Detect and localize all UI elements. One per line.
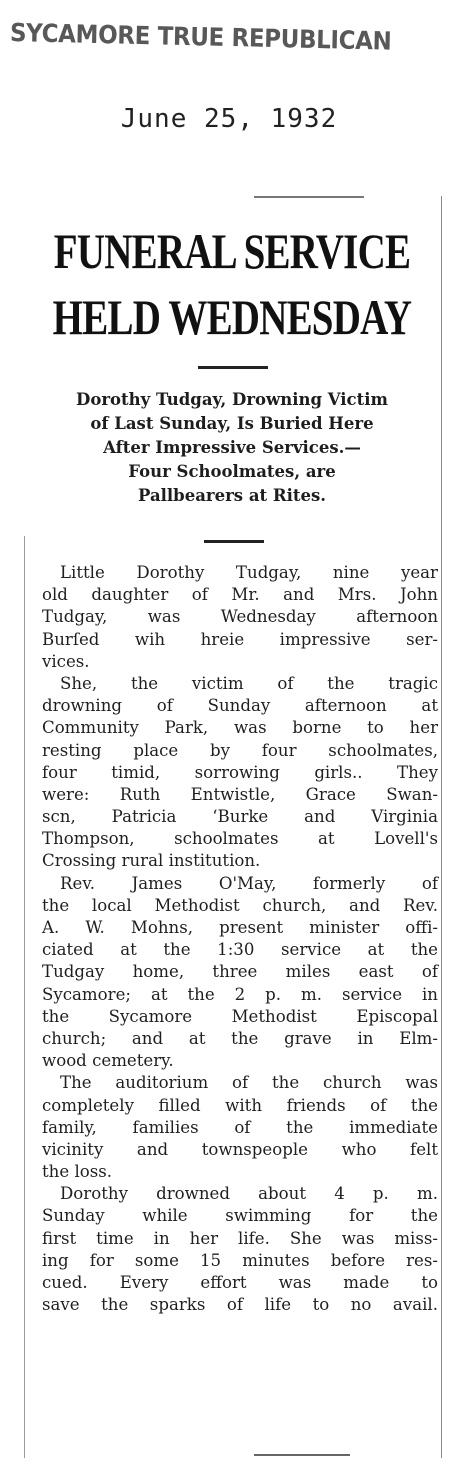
headline-divider-rule	[198, 366, 268, 369]
body-line: the loss.	[42, 1162, 113, 1182]
deck-line: of Last Sunday, Is Buried Here	[90, 414, 374, 433]
body-line: ciated at the 1:30 service at the	[42, 940, 438, 960]
headline-line-2: HELD WEDNESDAY	[52, 289, 412, 345]
body-line: first time in her life. She was miss-	[42, 1228, 438, 1248]
body-line: resting place by four schoolmates,	[42, 740, 438, 760]
bottom-divider-rule	[254, 1454, 350, 1456]
body-line: ing for some 15 minutes before res-	[42, 1250, 438, 1270]
clipping-left-edge	[24, 536, 25, 1458]
newspaper-clipping	[24, 196, 442, 1458]
body-line: four timid, sorrowing girls.. They	[42, 762, 438, 782]
body-line: cued. Every effort was made to	[42, 1273, 438, 1292]
body-line: Crossing rural institution.	[42, 851, 261, 871]
deck-divider-rule	[204, 540, 264, 543]
top-divider-rule	[254, 196, 364, 198]
body-line: Community Park, was borne to her	[42, 718, 438, 738]
body-line: family, families of the immediate	[42, 1117, 438, 1137]
body-line: completely filled with friends of the	[42, 1095, 438, 1115]
body-line: save the sparks of life to no avail.	[42, 1295, 438, 1315]
headline-line-1: FUNERAL SERVICE	[53, 223, 411, 279]
body-line: A. W. Mohns, present minister offi-	[42, 918, 438, 937]
body-line: Dorothy drowned about 4 p. m.	[60, 1184, 438, 1204]
publication-date: June 25, 1932	[120, 104, 338, 134]
deck-line: Dorothy Tudgay, Drowning Victim	[76, 390, 388, 409]
body-line: Rev. James O'May, formerly of	[60, 873, 438, 893]
body-line: Tudgay home, three miles east of	[42, 962, 438, 982]
body-line: vicinity and townspeople who felt	[42, 1139, 438, 1159]
body-line: the Sycamore Methodist Episcopal	[42, 1006, 438, 1026]
body-line: were: Ruth Entwistle, Grace Swan-	[42, 784, 438, 804]
body-line: drowning of Sunday afternoon at	[42, 696, 438, 716]
deck-line: After Impressive Services.—	[103, 438, 361, 457]
article-body	[42, 562, 438, 1316]
body-line: Sunday while swimming for the	[42, 1206, 438, 1226]
body-line: vices.	[42, 651, 90, 671]
body-line: wood cemetery.	[42, 1051, 174, 1071]
headline	[52, 218, 412, 350]
deck-line: Four Schoolmates, are	[128, 462, 336, 481]
body-line: church; and at the grave in Elm-	[42, 1028, 438, 1048]
body-line: Burſed wih hreie impressive ser-	[42, 629, 438, 649]
body-line: Little Dorothy Tudgay, nine year	[60, 563, 438, 582]
body-line: Thompson, schoolmates at Lovell's	[42, 829, 438, 849]
body-line: old daughter of Mr. and Mrs. John	[42, 585, 438, 605]
clipping-right-edge	[441, 196, 442, 1458]
body-line: Sycamore; at the 2 p. m. service in	[42, 984, 438, 1004]
newspaper-name-stamp: SYCAMORE TRUE REPUBLICAN	[9, 18, 392, 56]
deck-line: Pallbearers at Rites.	[137, 486, 327, 505]
body-line: Tudgay, was Wednesday afternoon	[42, 607, 438, 627]
body-line: She, the victim of the tragic	[60, 673, 438, 693]
body-line: scn, Patricia ‘Burke and Virginia	[42, 807, 438, 827]
body-line: the local Methodist church, and Rev.	[42, 895, 438, 915]
subheadline-deck	[26, 388, 438, 508]
body-line: The auditorium of the church was	[60, 1073, 438, 1093]
